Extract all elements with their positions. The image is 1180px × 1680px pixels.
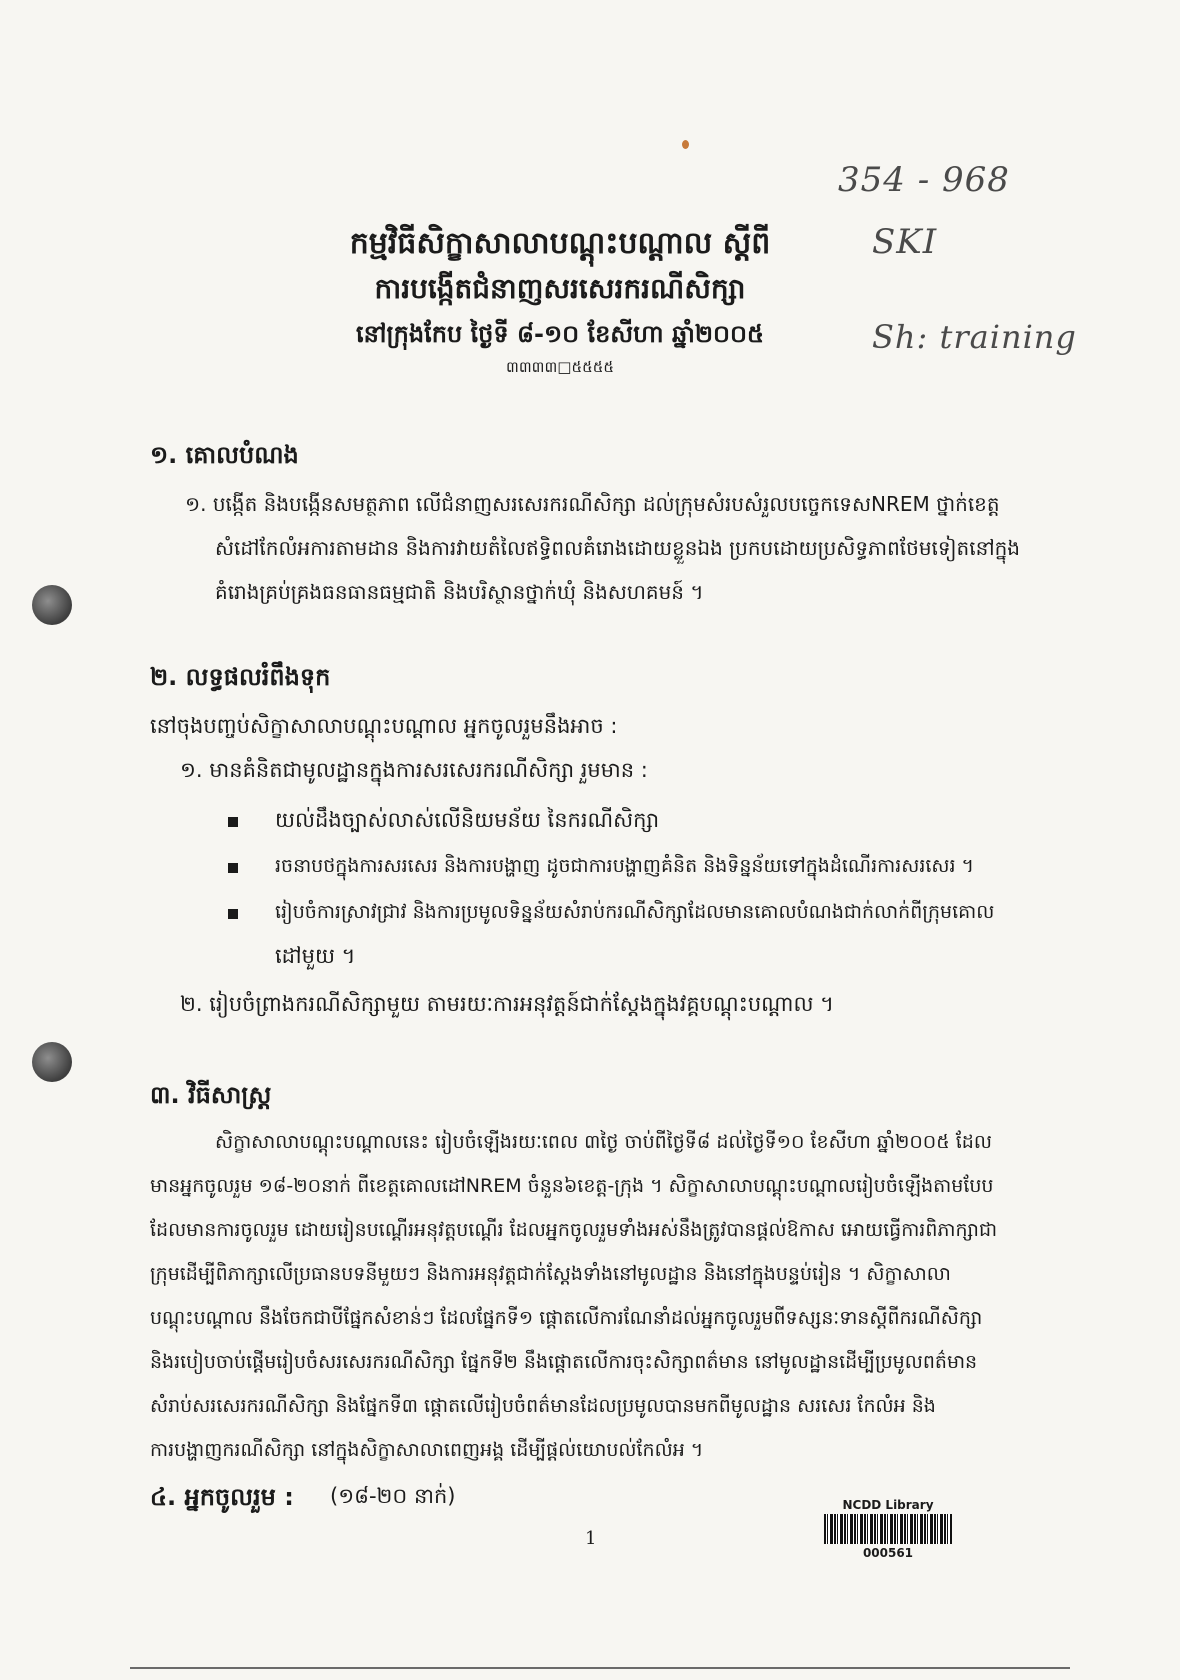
section-2-intro: នៅចុងបញ្ចប់សិក្ខាសាលាបណ្តុះបណ្តាល អ្នកចូលរួមនឹងអាច :: [150, 714, 618, 738]
library-barcode: [818, 1498, 958, 1560]
section-3-line: និងរបៀបចាប់ផ្តើមរៀបចំសរសេរករណីសិក្សា ផ្នែកទី២ នឹងផ្តោតលើការចុះសិក្សាពត៌មាន នៅមូលដ្ឋានដើម្បីប្រមូលពត៌មាន: [150, 1351, 978, 1373]
bullet-marker: [228, 909, 238, 919]
section-3-line: មានអ្នកចូលរួម ១៨-២០នាក់ ពីខេត្តគោលដៅNREM ចំនួន៦ខេត្ត-ក្រុង ។ សិក្ខាសាលាបណ្តុះបណ្តាលរៀបចំឡើងតាមបែប: [150, 1175, 994, 1197]
section-2-bullet-1: យល់ដឹងច្បាស់លាស់លើនិយមន័យ នៃករណីសិក្សា: [275, 808, 660, 832]
section-3-line: ការបង្ហាញករណីសិក្សា នៅក្នុងសិក្ខាសាលាពេញអង្គ ដើម្បីផ្តល់យោបល់កែលំអ ។: [150, 1439, 704, 1461]
section-2-item-1: ១. មានគំនិតជាមូលដ្ឋានក្នុងការសរសេរករណីសិក្សា រួមមាន :: [180, 758, 648, 782]
barcode-icon: [824, 1514, 952, 1544]
section-3-line: សំរាប់សរសេរករណីសិក្សា និងផ្នែកទី៣ ផ្តោតលើរៀបចំពត៌មានដែលប្រមូលបានមកពីមូលដ្ឋាន សរសេរ កែលំអ និង: [150, 1395, 936, 1417]
section-2-bullet-3-line-2: ដៅមួយ ។: [275, 944, 356, 968]
section-1-item-1: ១. បង្កើត និងបង្កើនសមត្ថភាព លើជំនាញសរសេរករណីសិក្សា ដល់ក្រុមសំរបសំរួលបច្ចេកទេសNREM ថ្នាក់ខេត្ត: [185, 492, 1000, 516]
section-3-line: សិក្ខាសាលាបណ្តុះបណ្តាលនេះ រៀបចំឡើងរយៈពេល ៣ថ្ងៃ ចាប់ពីថ្ងៃទី៨ ដល់ថ្ងៃទី១០ ខែសីហា ឆ្នាំ២០០៥ ដែល: [215, 1131, 992, 1153]
title-line-1: កម្មវិធីសិក្ខាសាលាបណ្តុះបណ្តាល ស្តីពី: [349, 226, 771, 261]
section-2-item-2: ២. រៀបចំព្រាងករណីសិក្សាមួយ តាមរយៈការអនុវត្តន៍ជាក់ស្តែងក្នុងវគ្គបណ្តុះបណ្តាល ។: [180, 992, 834, 1016]
stain-dot: [682, 140, 689, 149]
barcode-label: NCDD Library: [842, 1498, 934, 1512]
section-2-bullet-3: រៀបចំការស្រាវជ្រាវ និងការប្រមូលទិន្នន័យសំរាប់ករណីសិក្សាដែលមានគោលបំណងជាក់លាក់ពីក្រុមគោល: [275, 901, 995, 923]
punch-hole-bottom: [32, 1042, 72, 1082]
title-line-2: ការបង្កើតជំនាញសរសេរករណីសិក្សា: [374, 272, 746, 305]
page-number: 1: [585, 1528, 597, 1549]
section-2-heading: ២. លទ្ធផលរំពឹងទុក: [150, 663, 331, 691]
section-3-heading: ៣. វិធីសាស្ត្រ: [150, 1081, 272, 1109]
section-4-detail: (១៨-២០ នាក់): [330, 1484, 456, 1508]
section-1-heading: ១. គោលបំណង: [150, 441, 299, 469]
bottom-edge-line: [130, 1667, 1070, 1669]
handwritten-note: Sh: training: [872, 318, 1077, 356]
section-2-bullet-2: រចនាបថក្នុងការសរសេរ និងការបង្ហាញ ដូចជាការបង្ហាញគំនិត និងទិន្នន័យទៅក្នុងដំណើរការសរសេរ ។: [275, 855, 975, 877]
section-3-line: ដែលមានការចូលរួម ដោយរៀនបណ្តើរអនុវត្តបណ្តើរ ដែលអ្នកចូលរួមទាំងអស់នឹងត្រូវបានផ្តល់ឱកាស អោយធ្វើការពិភាក្សាជា: [150, 1219, 998, 1241]
section-1-item-1-line-2: សំដៅកែលំអការតាមដាន និងការវាយតំលៃឥទ្ធិពលគំរោងដោយខ្លួនឯង ប្រកបដោយប្រសិទ្ធភាពថែមទៀតនៅក្នុង: [215, 536, 1020, 560]
handwritten-number: 354 - 968: [838, 160, 1010, 200]
bullet-marker: [228, 863, 238, 873]
punch-hole-top: [32, 585, 72, 625]
handwritten-code: SKI: [872, 222, 938, 262]
section-3-line: បណ្តុះបណ្តាល នឹងចែកជាបីផ្នែកសំខាន់ៗ ដែលផ្នែកទី១ ផ្តោតលើការណែនាំដល់អ្នកចូលរួមពីទស្សនៈទានស្តីពីករណីសិក្សា: [150, 1307, 983, 1329]
section-3-line: ក្រុមដើម្បីពិភាក្សាលើប្រធានបទនីមួយៗ និងការអនុវត្តជាក់ស្តែងទាំងនៅមូលដ្ឋាន និងនៅក្នុងបន្ទប់រៀន ។ សិក្ខាសាលា: [150, 1263, 951, 1285]
section-1-item-1-line-3: គំរោងគ្រប់គ្រងធនធានធម្មជាតិ និងបរិស្ថានថ្នាក់ឃុំ និងសហគមន៍ ។: [215, 580, 704, 604]
title-code: ៣៣៣៣□៥៥៥៥: [506, 358, 614, 376]
bullet-marker: [228, 817, 238, 827]
title-block: [240, 222, 880, 378]
title-line-3: នៅក្រុងកែប ថ្ងៃទី ៨-១០ ខែសីហា ឆ្នាំ២០០៥: [356, 320, 764, 348]
section-4-heading: ៤. អ្នកចូលរួម :: [150, 1483, 294, 1511]
barcode-number: 000561: [862, 1546, 914, 1560]
